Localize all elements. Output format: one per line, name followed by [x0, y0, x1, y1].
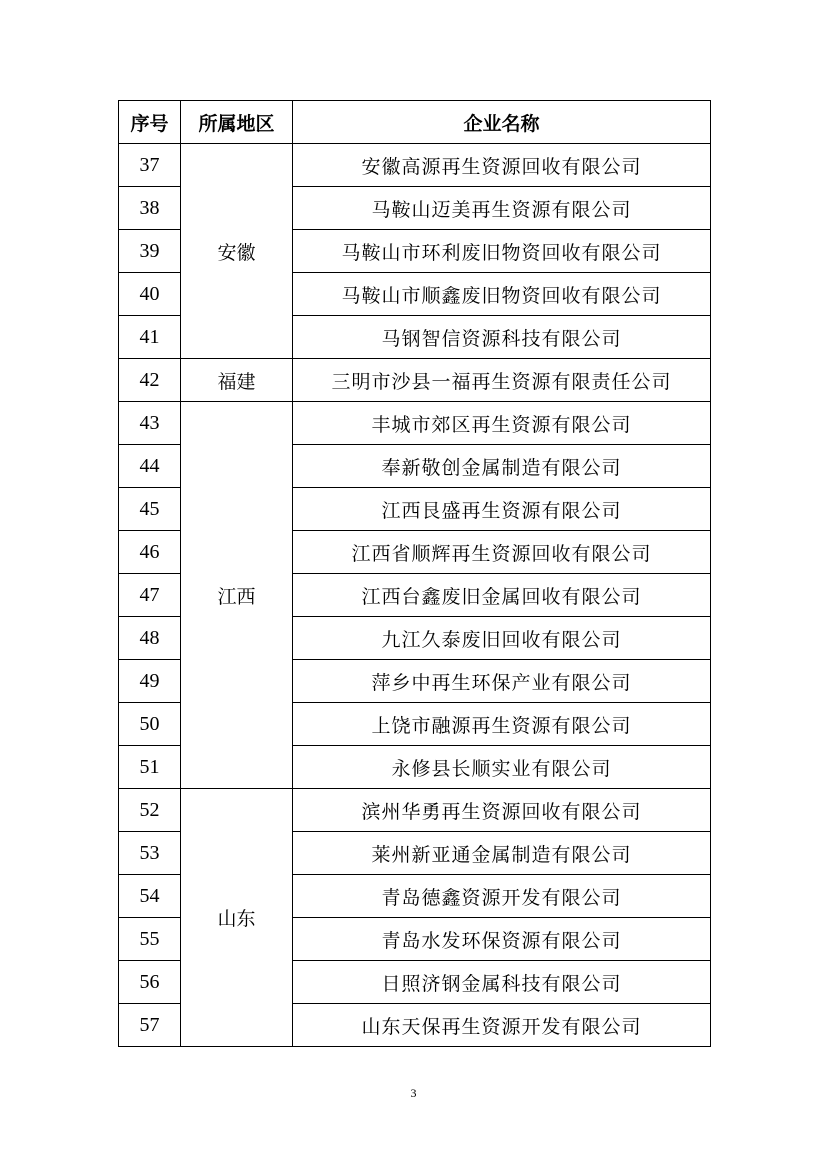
row-company-name: 上饶市融源再生资源有限公司: [293, 703, 711, 746]
row-seq: 47: [119, 574, 181, 617]
table-row: [119, 144, 711, 187]
row-company-name: 马钢智信资源科技有限公司: [293, 316, 711, 359]
row-region: 江西: [181, 402, 293, 789]
row-company-name: 江西台鑫废旧金属回收有限公司: [293, 574, 711, 617]
header-row: [119, 101, 711, 144]
row-seq: 40: [119, 273, 181, 316]
row-seq: 42: [119, 359, 181, 402]
row-company-name: 江西省顺辉再生资源回收有限公司: [293, 531, 711, 574]
company-table: [118, 100, 711, 1047]
row-company-name: 马鞍山市顺鑫废旧物资回收有限公司: [293, 273, 711, 316]
row-seq: 38: [119, 187, 181, 230]
row-seq: 49: [119, 660, 181, 703]
row-company-name: 奉新敬创金属制造有限公司: [293, 445, 711, 488]
row-seq: 44: [119, 445, 181, 488]
table-row: [119, 789, 711, 832]
row-region: 山东: [181, 789, 293, 1047]
header-region: 所属地区: [181, 101, 293, 144]
row-seq: 41: [119, 316, 181, 359]
row-seq: 45: [119, 488, 181, 531]
row-seq: 37: [119, 144, 181, 187]
table-row: [119, 359, 711, 402]
row-company-name: 丰城市郊区再生资源有限公司: [293, 402, 711, 445]
table-header: [119, 101, 711, 144]
row-region: 福建: [181, 359, 293, 402]
row-seq: 51: [119, 746, 181, 789]
row-company-name: 青岛德鑫资源开发有限公司: [293, 875, 711, 918]
row-company-name: 九江久泰废旧回收有限公司: [293, 617, 711, 660]
page-number: 3: [410, 1086, 417, 1100]
row-company-name: 萍乡中再生环保产业有限公司: [293, 660, 711, 703]
row-company-name: 青岛水发环保资源有限公司: [293, 918, 711, 961]
table-row: [119, 402, 711, 445]
row-company-name: 山东天保再生资源开发有限公司: [293, 1004, 711, 1047]
row-company-name: 马鞍山市环利废旧物资回收有限公司: [293, 230, 711, 273]
row-seq: 54: [119, 875, 181, 918]
row-company-name: 三明市沙县一福再生资源有限责任公司: [293, 359, 711, 402]
header-seq: 序号: [119, 101, 181, 144]
row-seq: 53: [119, 832, 181, 875]
row-seq: 43: [119, 402, 181, 445]
row-company-name: 莱州新亚通金属制造有限公司: [293, 832, 711, 875]
row-seq: 48: [119, 617, 181, 660]
row-company-name: 江西艮盛再生资源有限公司: [293, 488, 711, 531]
row-seq: 55: [119, 918, 181, 961]
row-company-name: 日照济钢金属科技有限公司: [293, 961, 711, 1004]
row-region: 安徽: [181, 144, 293, 359]
table-body: [119, 144, 711, 1047]
row-seq: 56: [119, 961, 181, 1004]
row-company-name: 安徽高源再生资源回收有限公司: [293, 144, 711, 187]
row-seq: 57: [119, 1004, 181, 1047]
header-company-name: 企业名称: [293, 101, 711, 144]
row-company-name: 永修县长顺实业有限公司: [293, 746, 711, 789]
row-seq: 50: [119, 703, 181, 746]
row-seq: 52: [119, 789, 181, 832]
row-company-name: 滨州华勇再生资源回收有限公司: [293, 789, 711, 832]
row-seq: 39: [119, 230, 181, 273]
row-seq: 46: [119, 531, 181, 574]
row-company-name: 马鞍山迈美再生资源有限公司: [293, 187, 711, 230]
